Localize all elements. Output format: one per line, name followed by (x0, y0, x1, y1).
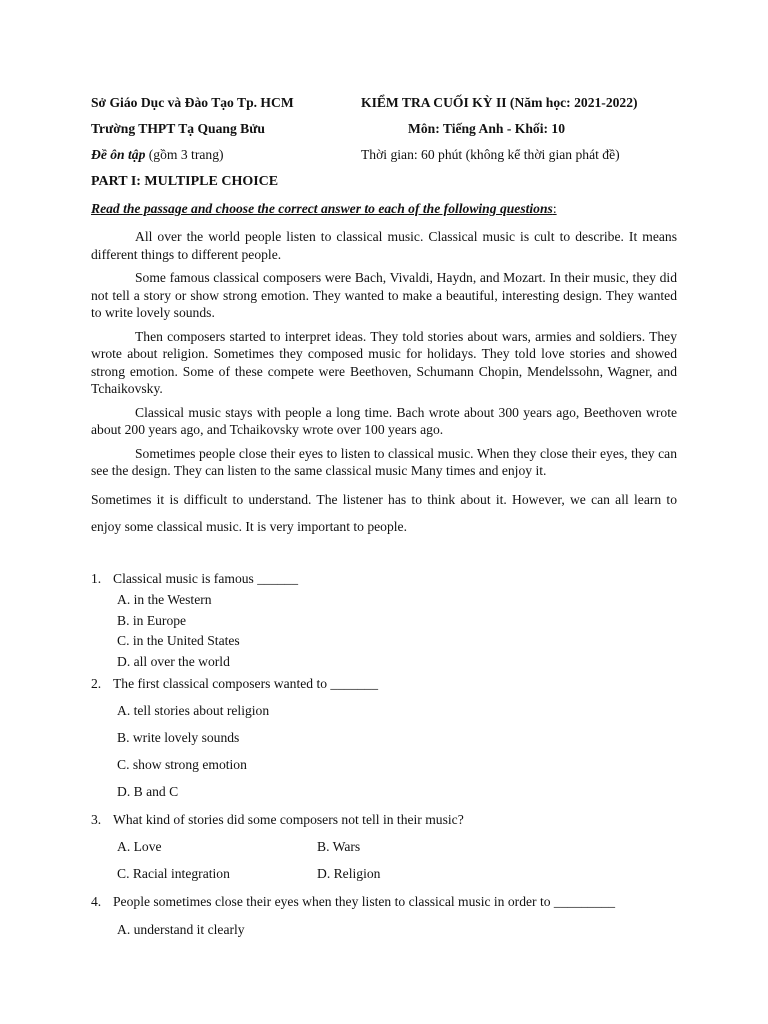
passage-paragraph: All over the world people listen to classical music. Classical music is cult to describe. It means different things to different people. (91, 229, 677, 262)
question-text: People sometimes close their eyes when they listen to classical music in order to _________ (113, 894, 616, 909)
answer-option[interactable]: A. Love (117, 839, 162, 854)
question-4 (91, 894, 615, 910)
instruction-colon: : (552, 201, 557, 216)
question-number: 4. (91, 894, 102, 909)
answer-option[interactable]: A. in the Western (117, 592, 212, 607)
exam-title: KIỂM TRA CUỐI KỲ II (Năm học: 2021-2022) (361, 95, 638, 110)
answer-option[interactable]: D. Religion (317, 866, 381, 881)
answer-option[interactable]: B. write lovely sounds (117, 730, 240, 745)
review-pages: (gồm 3 trang) (145, 147, 224, 162)
answer-option[interactable]: C. in the United States (117, 633, 240, 648)
passage-paragraph: Classical music stays with people a long time. Bach wrote about 300 years ago, Beethoven wrote about 200 years ago, and Tchaikovsky wrote over 100 years ago. (91, 404, 677, 437)
school-name: Trường THPT Tạ Quang Bửu (91, 121, 265, 136)
answer-option[interactable]: D. B and C (117, 784, 179, 799)
answer-option[interactable]: D. all over the world (117, 654, 230, 669)
passage-paragraph: Some famous classical composers were Bach, Vivaldi, Haydn, and Mozart. In their music, they did not tell a story or show strong emotion. They wanted to make a beautiful, interesting design. They wanted to write lovely sounds. (91, 270, 677, 320)
answer-option[interactable]: C. Racial integration (117, 866, 230, 881)
passage-paragraph: Then composers started to interpret ideas. They told stories about wars, armies and soldiers. They wrote about religion. Sometimes they composed music for holidays. They told love stories and showed strong emotion. Some of these compete were Beethoven, Schumann Chopin, Mendelssohn, Wagner, and Tchaikovsky. (91, 328, 677, 396)
reading-passage (91, 228, 677, 546)
review-label: Đề ôn tập (91, 147, 146, 162)
question-2 (91, 676, 378, 692)
instruction (91, 201, 557, 217)
subject-grade: Môn: Tiếng Anh - Khối: 10 (408, 121, 565, 136)
question-number: 1. (91, 571, 102, 586)
exam-time: Thời gian: 60 phút (không kể thời gian phát đề) (361, 147, 620, 162)
question-3 (91, 812, 464, 828)
answer-option[interactable]: C. show strong emotion (117, 757, 247, 772)
answer-option[interactable]: A. understand it clearly (117, 922, 245, 937)
passage-paragraph: Sometimes people close their eyes to listen to classical music. When they close their eyes, they can see the design. They can listen to the same classical music Many times and enjoy it. (91, 445, 677, 478)
question-text: What kind of stories did some composers not tell in their music? (113, 812, 464, 827)
answer-option[interactable]: B. in Europe (117, 613, 187, 628)
question-1 (91, 571, 298, 587)
part-title: PART I: MULTIPLE CHOICE (91, 174, 279, 189)
passage-paragraph: Sometimes it is difficult to understand. The listener has to think about it. However, we can all learn to enjoy some classical music. It is very important to people. (91, 491, 677, 534)
question-number: 2. (91, 676, 102, 691)
review-line (91, 147, 224, 163)
instruction-text: Read the passage and choose the correct answer to each of the following questions (91, 201, 553, 216)
question-number: 3. (91, 812, 102, 827)
dept-name: Sở Giáo Dục và Đào Tạo Tp. HCM (91, 95, 294, 110)
question-text: The first classical composers wanted to _______ (113, 676, 379, 691)
question-text: Classical music is famous ______ (113, 571, 299, 586)
answer-option[interactable]: B. Wars (317, 839, 361, 854)
answer-option[interactable]: A. tell stories about religion (117, 703, 270, 718)
